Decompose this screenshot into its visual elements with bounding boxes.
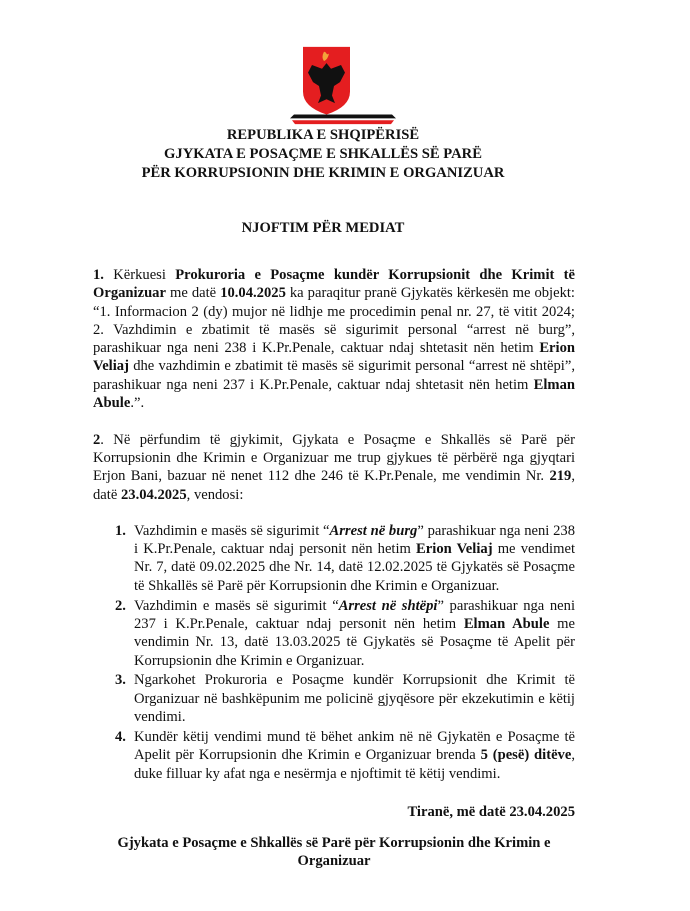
text-run: Ngarkohet Prokuroria e Posaçme kundër Korrupsionit dhe Krimit të Organizuar në bashkëpunim me policinë gjyqësore për ekzekutimin e këtij vendimi. <box>134 672 575 726</box>
text-run: , duke filluar ky afat nga e nesërmja e njoftimit të këtij vendimi. <box>134 747 575 782</box>
decision-item <box>115 728 575 783</box>
decision-item <box>115 597 575 670</box>
decision-text <box>134 597 575 670</box>
signature-line: Gjykata e Posaçme e Shkallës së Parë për Korrupsionin dhe Krimin e Organizuar <box>117 835 551 870</box>
decision-text <box>134 728 575 783</box>
text-run: dhe vazhdimin e zbatimit të masës së sigurimit personal “arrest në shtëpi”, parashikuar nga neni 237 i K.Pr.Penale, caktuar ndaj shtetasit nën hetim <box>93 358 575 393</box>
text-run: me vendimet Nr. 7, datë 09.02.2025 dhe Nr. 14, datë 12.02.2025 të Gjykatës së Posaçme të Shkallës së Parë për Korrupsionin dhe Krimin e Organizuar. <box>134 541 575 594</box>
bold-text: Erion Veliaj <box>416 541 493 558</box>
text-run: me datë <box>165 285 221 302</box>
coat-of-arms-emblem <box>288 44 398 126</box>
bold-text: 5 (pesë) ditëve <box>480 747 572 764</box>
decision-item <box>115 671 575 726</box>
decision-item <box>115 522 575 595</box>
text-run: Vazhdimin e masës së sigurimit “ <box>134 522 330 539</box>
text-run: ” parashikuar nga neni 238 i K.Pr.Penale, caktuar ndaj personit nën hetim <box>134 522 576 558</box>
text-run: Kërkuesi <box>103 267 176 283</box>
decision-number: 2. <box>115 597 126 614</box>
text-run: ” parashikuar nga neni 237 i K.Pr.Penale, caktuar ndaj personit nën hetim <box>134 597 576 632</box>
document-header <box>93 126 553 183</box>
text-run: , datë <box>93 468 575 503</box>
decision-number: 4. <box>115 728 126 745</box>
bold-text: Arrest në shtëpi <box>338 597 438 614</box>
text-run: ka paraqitur pranë Gjykatës kërkesën me objekt: “1. Informacion 2 (dy) mujor në lidhje me procedimin penal nr. 27, të vitit 2024; 2. Vazhdimin e zbatimit të masës së sigurimit personal “arrest në burg”, parashikuar nga neni 238 i K.Pr.Penale, caktuar ndaj shtetasit nën hetim <box>93 285 575 357</box>
paragraph-1 <box>93 266 575 412</box>
bold-text: 10.04.2025 <box>220 285 286 302</box>
text-run: .”. <box>130 395 145 412</box>
bold-text: 219 <box>549 468 572 485</box>
text-run: me vendimin Nr. 13, datë 13.03.2025 të Gjykatës së Posaçme të Apelit për Korrupsionin dhe Krimin e Organizuar. <box>134 615 576 669</box>
bold-text: Elman Abule <box>93 376 575 412</box>
bold-text: 2 <box>93 431 101 448</box>
decision-text <box>134 671 575 726</box>
header-line-court-scope: PËR KORRUPSIONIN DHE KRIMIN E ORGANIZUAR <box>141 165 505 181</box>
bold-text: Arrest në burg <box>329 522 418 539</box>
bold-text: 23.04.2025 <box>120 486 187 503</box>
paragraph-2 <box>93 431 575 504</box>
bold-text: 1. <box>93 267 104 283</box>
header-line-court: GJYKATA E POSAÇME E SHKALLËS SË PARË <box>164 146 482 162</box>
decision-number: 3. <box>115 672 126 689</box>
body-paragraphs <box>93 266 575 504</box>
bold-text: Erion Veliaj <box>93 340 575 375</box>
header-line-republic: REPUBLIKA E SHQIPËRISË <box>226 127 420 143</box>
text-run: , vendosi: <box>186 486 244 503</box>
document-title: NJOFTIM PËR MEDIAT <box>241 220 405 236</box>
place-date: Tiranë, më datë 23.04.2025 <box>407 803 575 820</box>
decision-text <box>134 522 575 595</box>
decision-number: 1. <box>115 522 126 539</box>
text-run: Vazhdimin e masës së sigurimit “ <box>134 597 339 614</box>
bold-text: Prokuroria e Posaçme kundër Korrupsionit dhe Krimit të Organizuar <box>93 267 575 302</box>
decision-list <box>115 522 575 783</box>
bold-text: Elman Abule <box>463 615 550 632</box>
text-run: . Në përfundim të gjykimit, Gjykata e Posaçme e Shkallës së Parë për Korrupsionin dhe Krimin e Organizuar me trup gjykues të përbërë nga gjyqtari Erjon Bani, bazuar në nenet 112 dhe 246 të K.Pr.Penale, me vendimin Nr. <box>93 431 575 485</box>
text-run: Kundër këtij vendimi mund të bëhet ankim në në Gjykatën e Posaçme të Apelit për Korrupsionin dhe Krimin e Organizuar brenda <box>134 728 575 764</box>
